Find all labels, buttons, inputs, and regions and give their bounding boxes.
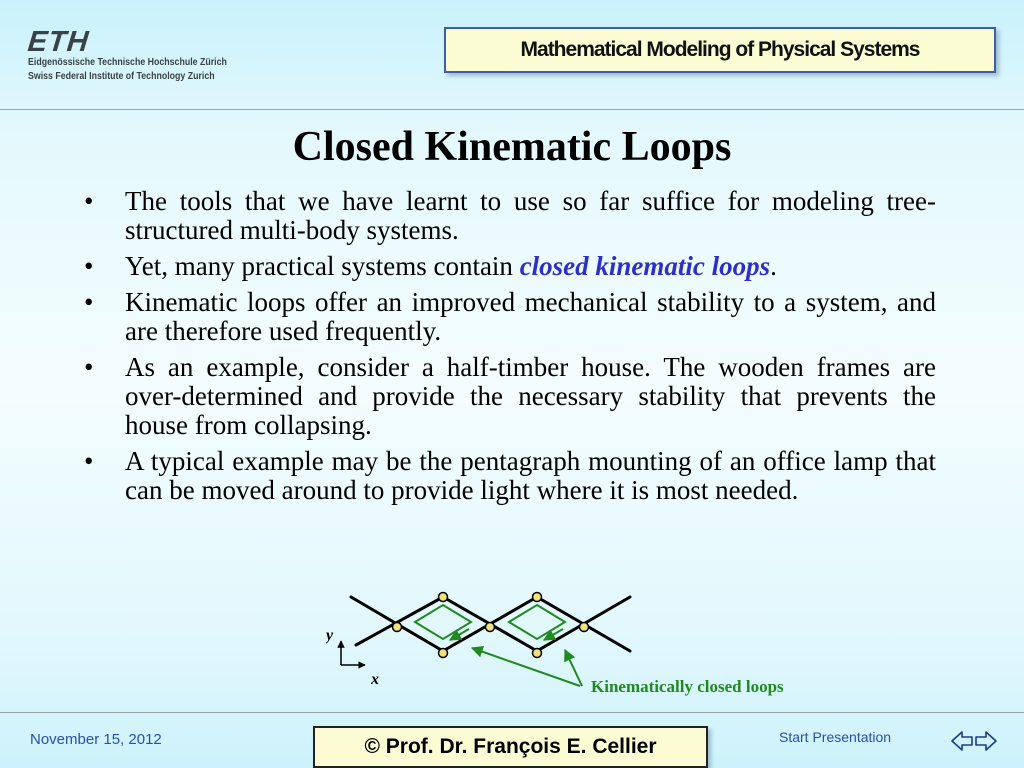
callout-line <box>472 648 580 686</box>
joint <box>486 623 495 632</box>
bullet-item: • The tools that we have learnt to use so far suffice for modeling tree-structured multi-body systems. <box>84 187 936 245</box>
joint <box>533 649 542 658</box>
diagram-caption: Kinematically closed loops <box>591 677 784 696</box>
header-divider <box>0 109 1024 110</box>
eth-logo-english: Swiss Federal Institute of Technology Zurich <box>28 71 215 82</box>
footer-divider <box>0 712 1024 713</box>
eth-logo-german: Eidgenössische Technische Hochschule Zürich <box>28 57 227 68</box>
highlight-term: closed kinematic loops <box>519 251 771 281</box>
bullet-item: • A typical example may be the pentagraph mounting of an office lamp that can be moved around to provide light where it is most needed. <box>84 447 936 505</box>
course-title-box <box>444 27 996 73</box>
author-credit: © Prof. Dr. François E. Cellier <box>364 735 657 758</box>
slide-title: Closed Kinematic Loops <box>292 124 732 170</box>
joint <box>533 593 542 602</box>
joint <box>439 593 448 602</box>
axis-indicator <box>341 641 365 665</box>
loop-frame <box>415 605 471 639</box>
start-presentation-link[interactable]: Start Presentation <box>779 729 892 745</box>
y-axis-label: y <box>326 627 334 644</box>
bullet-item: • Yet, many practical systems contain closed kinematic loops. <box>84 252 936 281</box>
bullet-item: • As an example, consider a half-timber house. The wooden frames are over-determined and provide the necessary stability that prevents the house from collapsing. <box>84 353 936 440</box>
x-axis-label: x <box>371 671 379 688</box>
pentagraph-diagram <box>326 590 856 702</box>
bullet-list <box>84 187 936 512</box>
linkage-bar <box>356 597 443 645</box>
bullet-item: • Kinematic loops offer an improved mechanical stability to a system, and are therefore used frequently. <box>84 288 936 346</box>
author-box <box>313 726 708 768</box>
joint <box>439 649 448 658</box>
slide-date: November 15, 2012 <box>30 731 162 748</box>
eth-logo <box>28 28 254 84</box>
course-title: Mathematical Modeling of Physical Systems <box>520 38 920 61</box>
back-arrow-icon[interactable] <box>951 731 973 751</box>
joint <box>393 623 402 632</box>
joint <box>580 623 589 632</box>
eth-logo-mark: ETH <box>26 26 91 58</box>
forward-arrow-icon[interactable] <box>975 731 997 751</box>
